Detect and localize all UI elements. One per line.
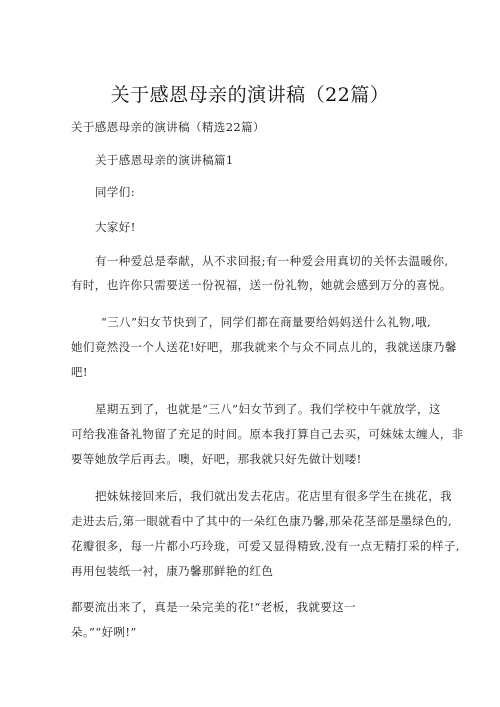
paragraph-1-line-2: 有时，也许你只需要送一份祝福，送一份礼物，她就会感到万分的喜悦。 [71,278,452,292]
paragraph-2-line-1: “三八”妇女节快到了，同学们都在商量要给妈妈送什么礼物,哦, [101,315,432,329]
paragraph-5-line-2: 朵。”“好咧!” [71,625,137,639]
paragraph-2-line-2: 她们竟然没一个人送花!好吧，那我就来个与众不同点儿的，我就送康乃馨 [71,340,457,354]
paragraph-3-line-2: 可给我准备礼物留了充足的时间。原本我打算自己去买，可妹妹太缠人，非 [71,427,464,441]
document-title: 关于感恩母亲的演讲稿（22篇） [110,84,390,106]
paragraph-3-line-1: 星期五到了，也就是“三八”妇女节到了。我们学校中午就放学，这 [95,402,441,416]
paragraph-4-line-1: 把妹妹接回来后，我们就出发去花店。花店里有很多学生在挑花，我 [95,489,452,503]
paragraph-4-line-2: 走进去后,第一眼就看中了其中的一朵红色康乃馨,那朵花茎部是墨绿色的, [71,514,453,528]
subtitle: 关于感恩母亲的演讲稿（精选22篇） [71,120,265,134]
greeting-classmates: 同学们: [95,185,135,199]
greeting-everyone: 大家好! [95,220,136,234]
section-heading: 关于感恩母亲的演讲稿篇1 [95,153,234,167]
paragraph-1-line-1: 有一种爱总是奉献，从不求回报;有一种爱会用真切的关怀去温暖你, [95,254,449,268]
paragraph-2-line-3: 吧! [71,365,88,379]
paragraph-4-line-4: 再用包装纸一衬，康乃馨那鲜艳的红色 [71,564,274,578]
paragraph-5-line-1: 都要流出来了，真是一朵完美的花!“老板，我就要这一 [71,600,356,614]
paragraph-4-line-3: 花瓣很多，每一片都小巧玲珑，可爱又显得精致,没有一点无精打采的样子, [71,539,460,553]
paragraph-3-line-3: 要等她放学后再去。噢，好吧，那我就只好先做计划喽! [71,452,362,466]
